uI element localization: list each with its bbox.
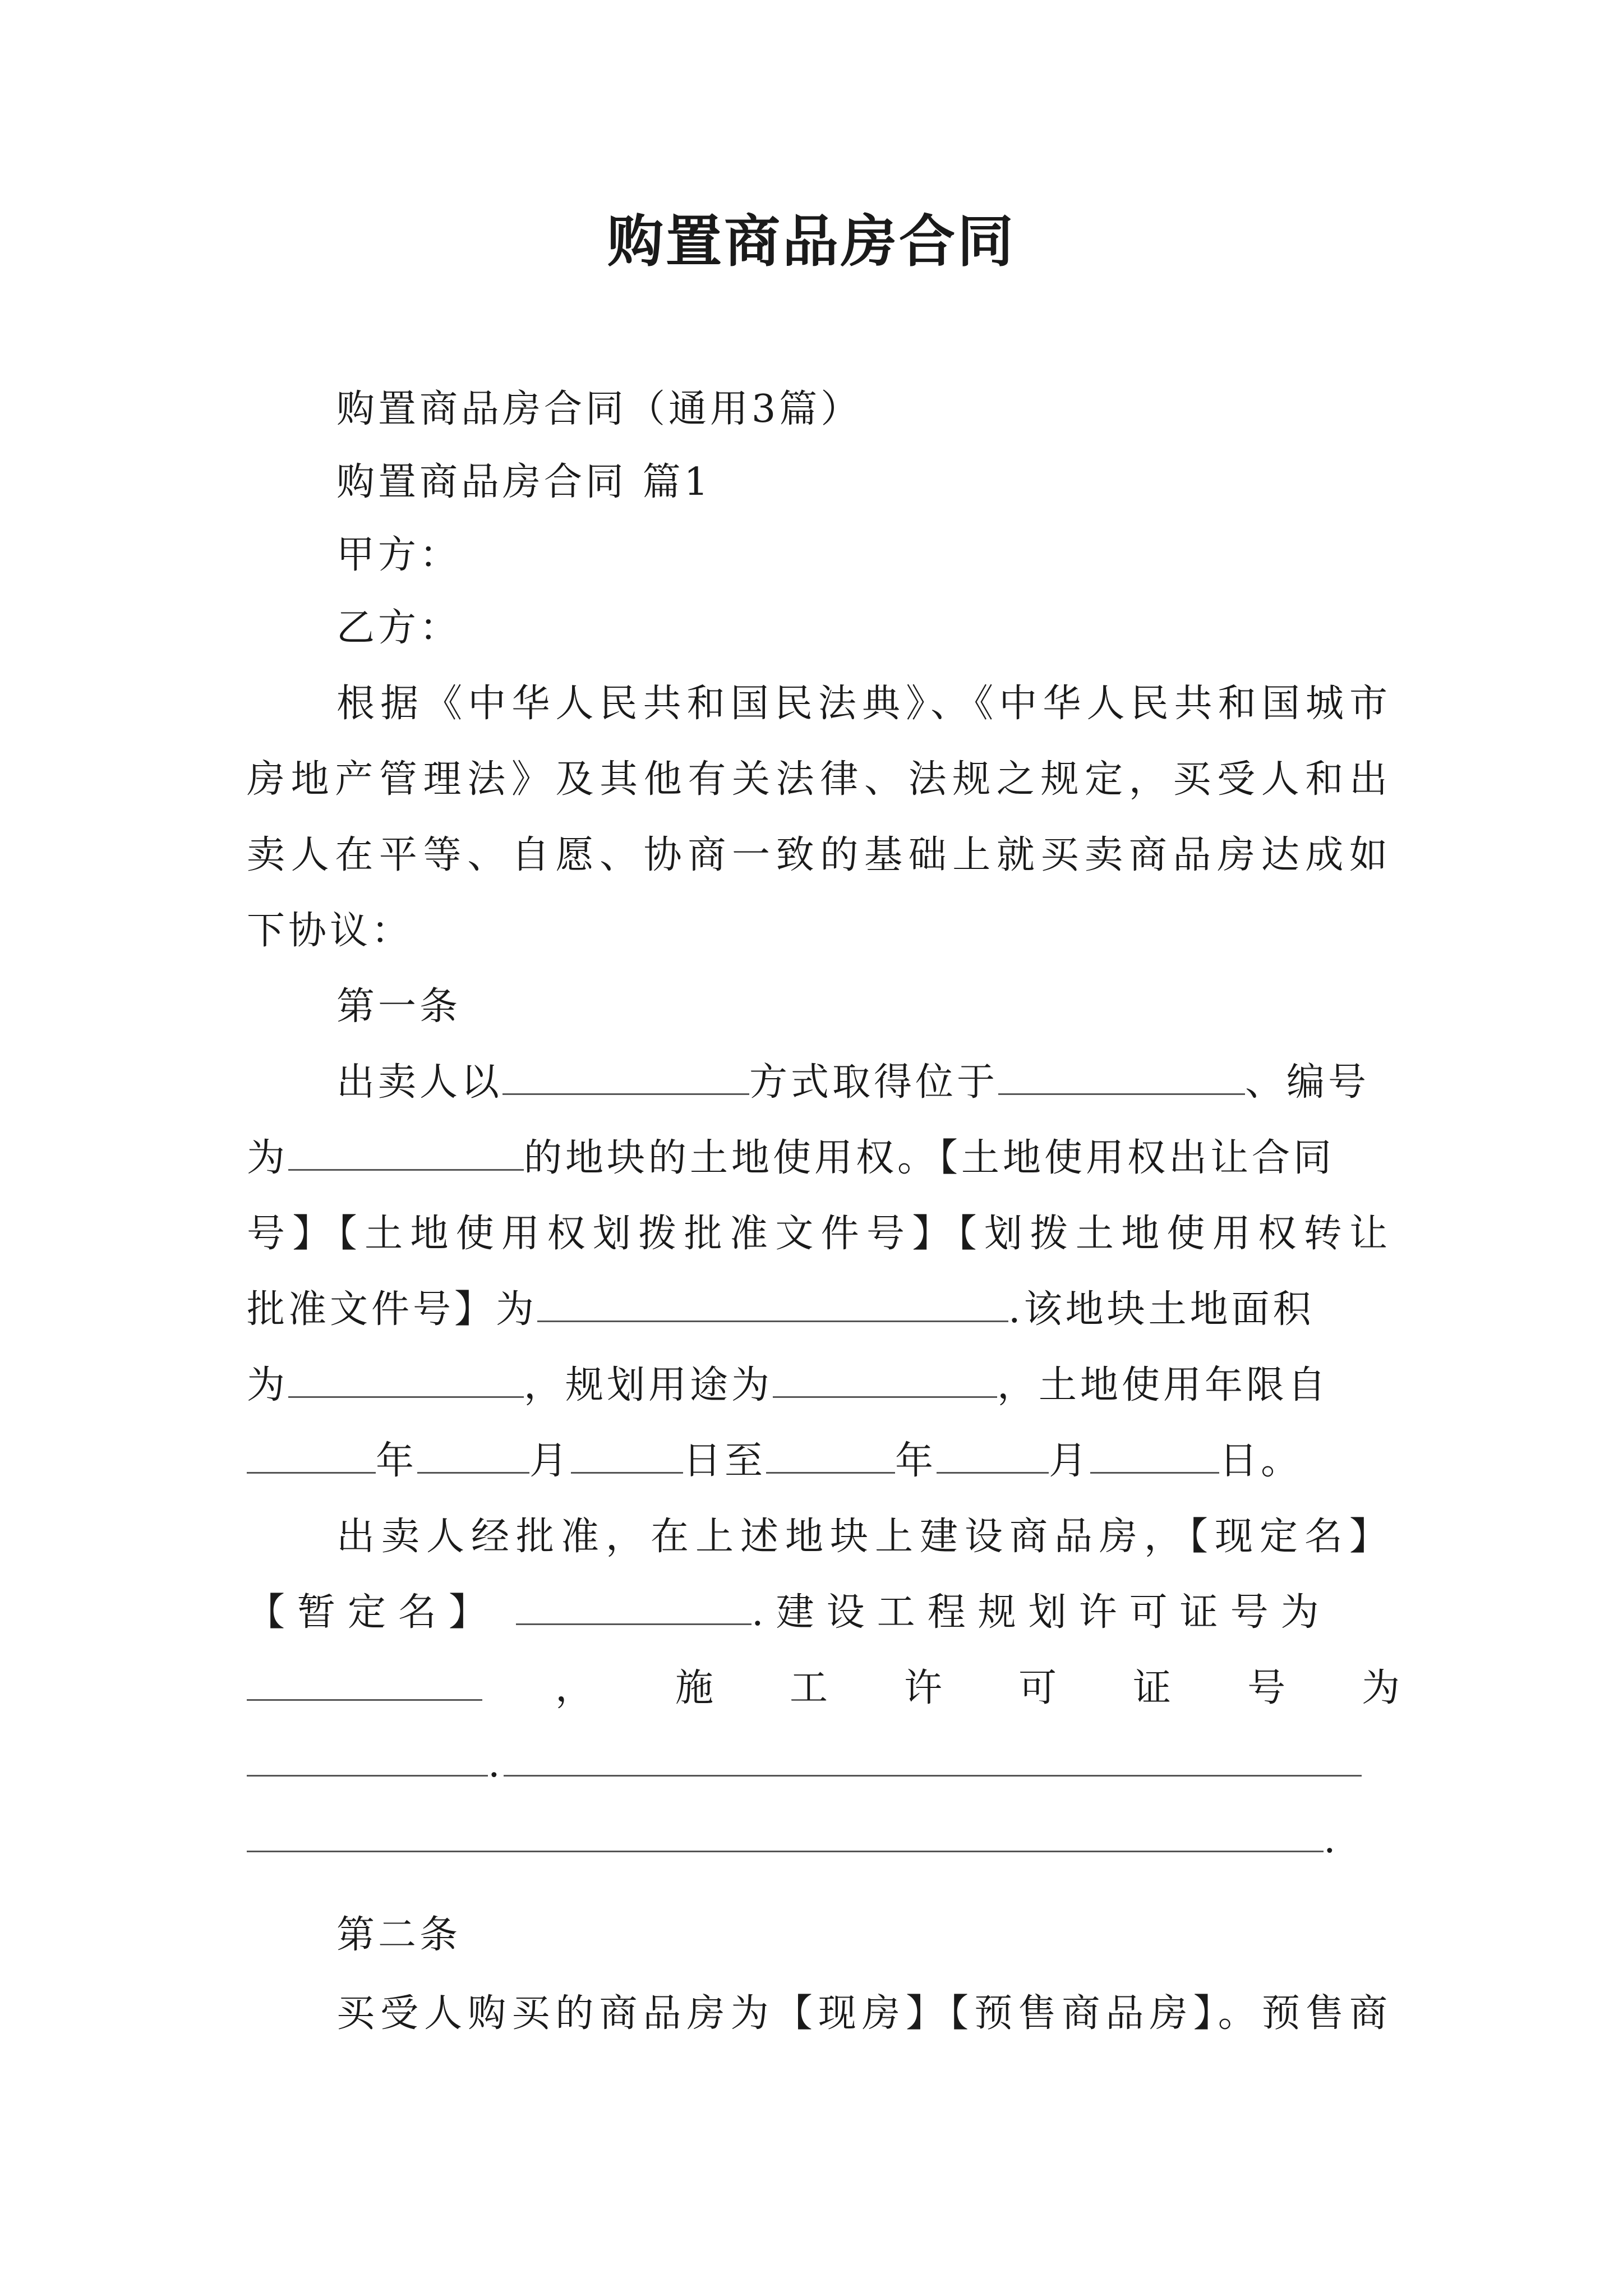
article-1-line [247,1812,1391,1868]
text-segment: . [1324,1818,1339,1862]
text-segment: 批准文件号】为 [247,1287,538,1332]
text-segment: 年 [895,1439,937,1483]
text-segment: 方式取得位于 [749,1060,999,1105]
text-segment: 工 [790,1666,832,1710]
page-title: 购置商品房合同 [607,208,1016,274]
article-2-line: 买受人购买的商品房为【现房】【预售商品房】。预售商 [336,1991,1391,2036]
party-a-label: 甲方： [336,533,462,577]
text-segment: 许 [904,1666,946,1710]
text-segment: 【暂定名】 [247,1590,500,1635]
text-segment: 证 [1133,1666,1175,1710]
article-1-line [336,1055,1391,1111]
fill-blank[interactable] [773,1358,997,1398]
fill-blank[interactable] [516,1585,751,1625]
section-heading: 购置商品房合同 篇1 [336,460,712,504]
text-segment: 月 [1049,1439,1091,1483]
text-segment: 出卖人以 [336,1060,503,1105]
fill-blank[interactable] [247,1737,488,1777]
party-b-label: 乙方： [336,606,462,650]
text-segment: ， [555,1666,597,1710]
text-segment: 日至 [683,1439,767,1483]
text-segment: 、编号 [1245,1060,1370,1105]
article-1-line [247,1736,1391,1792]
intro-line: 卖人在平等、自愿、协商一致的基础上就买卖商品房达成如 [247,833,1391,877]
text-segment: ，土地使用年限自 [997,1363,1330,1407]
text-segment: ，规划用途为 [524,1363,773,1407]
intro-line: 根据《中华人民共和国民法典》、《中华人民共和国城市 [336,682,1391,726]
text-segment: 年 [376,1439,418,1483]
article-1-line [247,1358,1391,1414]
fill-blank[interactable] [288,1131,524,1171]
fill-blank[interactable] [502,1055,749,1095]
article-1-line: 出卖人经批准，在上述地块上建设商品房，【现定名】 [336,1515,1391,1559]
fill-blank[interactable] [417,1434,529,1474]
fill-blank[interactable] [247,1661,482,1701]
text-segment: 施 [675,1666,717,1710]
text-segment: 号 [1247,1666,1289,1710]
text-segment: 为 [247,1136,289,1180]
article-2-heading: 第二条 [336,1913,462,1957]
fill-blank[interactable] [766,1434,895,1474]
fill-blank[interactable] [998,1055,1245,1095]
fill-blank[interactable] [247,1434,376,1474]
article-1-heading: 第一条 [336,984,462,1029]
text-segment: 的地块的土地使用权。【土地使用权出让合同 [524,1136,1335,1180]
text-segment: .该地块土地面积 [1008,1287,1315,1332]
fill-blank[interactable] [937,1434,1049,1474]
article-1-date-line [247,1433,1391,1489]
text-segment: 为 [1362,1666,1404,1710]
text-segment: 可 [1018,1666,1061,1710]
text-segment: . [488,1742,504,1786]
fill-blank[interactable] [504,1737,1362,1777]
fill-blank[interactable] [1090,1434,1219,1474]
intro-line: 下协议： [247,909,413,953]
fill-blank[interactable] [247,1812,1324,1852]
fill-blank[interactable] [571,1434,683,1474]
intro-line: 房地产管理法》及其他有关法律、法规之规定，买受人和出 [247,757,1391,802]
text-segment: 日。 [1219,1439,1303,1483]
article-1-line [247,1585,1391,1641]
article-1-line [247,1660,1404,1717]
text-segment: 月 [529,1439,571,1483]
article-1-line: 号】【土地使用权划拨批准文件号】【划拨土地使用权转让 [247,1212,1391,1256]
doc-subtitle: 购置商品房合同（通用3篇） [336,387,863,431]
article-1-line [247,1282,1391,1338]
fill-blank[interactable] [537,1282,1008,1322]
article-1-line [247,1130,1391,1186]
fill-blank[interactable] [288,1358,524,1398]
text-segment: 为 [247,1363,289,1407]
text-segment: .建设工程规划许可证号为 [751,1590,1331,1635]
